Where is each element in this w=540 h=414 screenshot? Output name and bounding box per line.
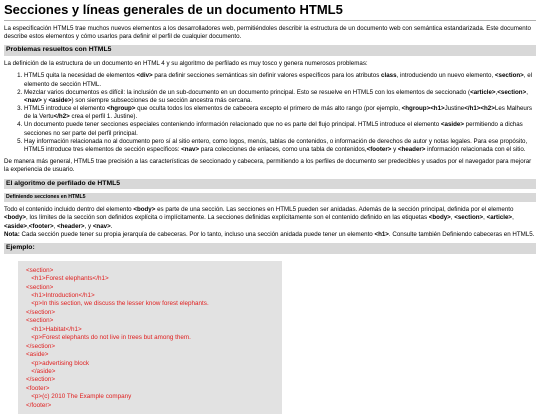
code-line: <footer>: [26, 384, 50, 392]
code-line: <p>Forest elephants do not live in trees but among them.: [26, 334, 191, 342]
section-heading-algorithm: El algoritmo de perfilado de HTML5: [4, 179, 536, 190]
code-line: <p>In this section, we discuss the lesser know forest elephants.: [26, 300, 209, 308]
code-line: <section>: [26, 283, 54, 291]
list-item: 5. Hay información relacionada no al documento pero sí al sitio entero, como logos, menús, tablas de contenidos, o información de derechos de autor y notas legales. Para ese propósito, HTML5 introduce tres elementos de sección específicos: <nav> para colecciones de enlaces, como una tabla de contenidos,<footer> y <header> información relacionada con el sitio.: [24, 138, 536, 154]
code-line: <h1>Forest elephants</h1>: [26, 275, 109, 283]
summary-paragraph: De manera más general, HTML5 trae precisión a las características de seccionado y cabecera, permitiendo a los perfiles de documento ser predecibles y usados por el navegador para mejorar la experiencia de usuario.: [4, 158, 532, 174]
subsection-heading-defining: Definiendo secciones en HTML5: [4, 193, 536, 202]
code-line: <section>: [26, 317, 54, 325]
list-item: 1. HTML5 quita la necesidad de elementos <div> para definir secciones semánticas sin definir valores específicos para los atributos class, introduciendo un nuevo elemento, <section>, el elemento de sección HTML.: [24, 72, 536, 88]
code-line: <p>advertising block: [26, 359, 90, 367]
code-line: <h1>Habitat</h1>: [26, 325, 82, 333]
page-title: Secciones y líneas generales de un documento HTML5: [4, 3, 536, 21]
list-item: 2. Mezclar varios documentos es difícil: la inclusión de un sub-documento en un documento principal. Esto se resuelve en HTML5 con los elementos de seccionado (<article>,<section>,<nav> y <aside>) son siempre subsecciones de su sección ancestra más cercana.: [24, 89, 536, 105]
code-line: <h1>Introduction</h1>: [26, 292, 95, 300]
list-item: 3. HTML5 introduce el elemento <hgroup> que oculta todos los elementos de cabecera excepto el primero de más alto rango (por ejemplo, <hgroup><h1>Justine</h1><h2>Les Malheurs de la Vertu</h2> crea el perfil 1. Justine).: [24, 105, 536, 121]
code-line: <section>: [26, 266, 54, 274]
problems-list: [4, 72, 536, 154]
code-line: <p>(c) 2010 The Example company: [26, 393, 132, 401]
code-example: [18, 261, 282, 414]
note-label: Nota:: [4, 230, 20, 238]
section-heading-problems: Problemas resueltos con HTML5: [4, 45, 536, 56]
code-line: </section>: [26, 342, 56, 350]
code-line: </aside>: [26, 367, 56, 375]
code-line: <aside>: [26, 351, 49, 359]
code-line: </section>: [26, 308, 56, 316]
problems-lead: La definición de la estructura de un documento en HTML 4 y su algoritmo de perfilado es muy tosco y genera numerosos problemas:: [4, 60, 368, 68]
code-line: </footer>: [26, 401, 52, 409]
code-line: </section>: [26, 376, 56, 384]
intro-paragraph: La especificación HTML5 trae muchos nuevos elementos a los desarrolladores web, permitiéndoles describir la estructura de un documento web con semántica estandarizada. Este documento describe estos elementos y cómo usarlos para definir el perfil de cualquier documento.: [4, 24, 531, 41]
section-heading-example: Ejemplo:: [4, 243, 536, 254]
algorithm-paragraph: Todo el contenido incluido dentro del elemento <body> es parte de una sección. Las secciones en HTML5 pueden ser anidadas. Además de la sección principal, definida por el elemento <body>, los límites de la sección son definidos explícita o implícitamente. La secciones definidas explícitamente son el contenido definido en las etiquetas <body>, <section>, <article>, <aside>,<footer>, <header>, y <nav>. Nota: Cada sección puede tener su propia jerarquía de cabeceras. Por lo tanto, incluso una sección anidada puede tener un elemento <h1>. Consulte también Definiendo cabeceras en HTML5.: [4, 206, 535, 238]
list-item: 4. Un documento puede tener secciones especiales conteniendo información relacionado que no es parte del flujo principal. HTML5 introduce el elemento <aside> permitiendo a dichas secciones no ser parte del perfil principal.: [24, 121, 536, 137]
